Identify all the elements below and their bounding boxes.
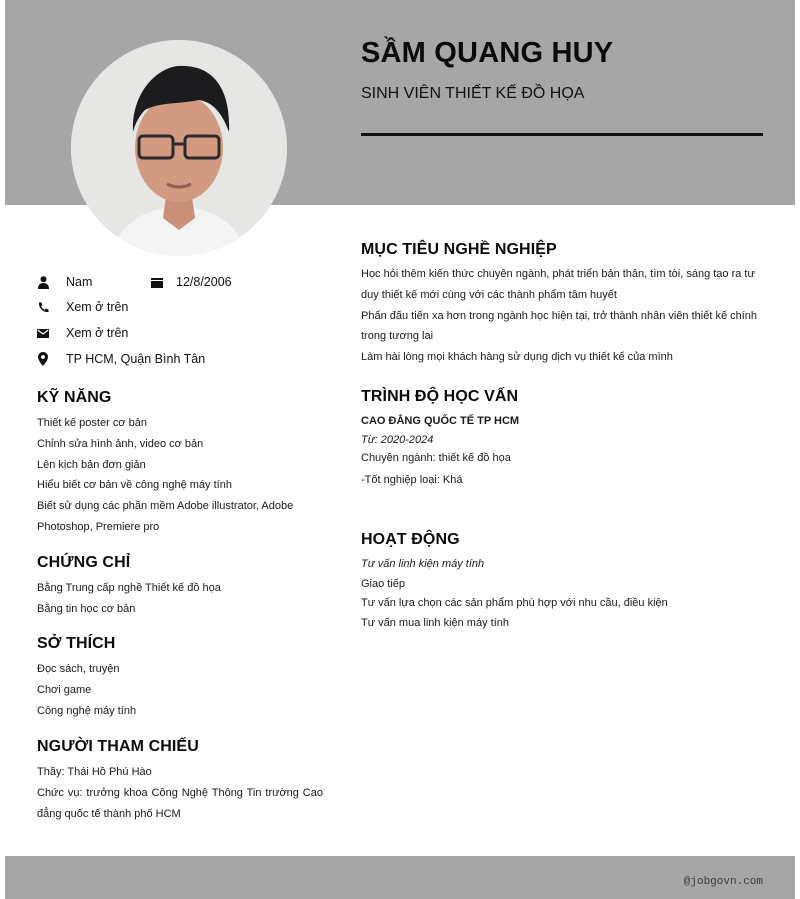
phone-row: [37, 297, 128, 317]
list-item: Chỉnh sửa hình ảnh, video cơ bản: [37, 437, 204, 450]
education-period: Từ: 2020-2024: [361, 433, 434, 446]
skills-list: [37, 413, 307, 538]
list-item: Công nghệ máy tính: [37, 704, 137, 717]
phone-icon: [37, 300, 49, 314]
list-item: Lên kịch bản đơn giản: [37, 458, 146, 471]
list-item: Tư vấn lựa chọn các sản phẩm phù hợp với nhu cầu, điều kiện: [361, 597, 668, 609]
list-item: Đọc sách, truyện: [37, 663, 120, 675]
profile-photo: [71, 40, 287, 256]
candidate-role: SINH VIÊN THIẾT KẾ ĐỒ HỌA: [361, 85, 585, 102]
references-heading: NGƯỜI THAM CHIẾU: [37, 738, 199, 755]
calendar-icon: [151, 275, 163, 289]
gender-row: [37, 272, 92, 292]
email-row: [37, 323, 128, 343]
education-heading: TRÌNH ĐỘ HỌC VẤN: [361, 388, 519, 405]
list-item: Chơi game: [37, 683, 92, 696]
list-item: Bằng tin học cơ bản: [37, 602, 136, 615]
footer-band: [5, 856, 795, 899]
address-value: TP HCM, Quận Bình Tân: [66, 352, 206, 366]
gender-value: Nam: [66, 275, 93, 289]
list-item: Giao tiếp: [361, 577, 406, 590]
list-item: Hiểu biết cơ bản về công nghệ máy tính: [37, 479, 232, 492]
references-list: [37, 762, 323, 824]
phone-value: Xem ở trên: [66, 300, 129, 314]
activity-subtitle: Tư vấn linh kiện máy tính: [361, 558, 485, 570]
objective-list: [361, 264, 765, 368]
education-details: [361, 412, 765, 489]
envelope-icon: [37, 326, 49, 340]
hobbies-list: [37, 659, 327, 721]
address-row: [37, 349, 205, 369]
list-item: Chức vụ: trưởng khoa Công Nghệ Thông Tin trường Cao đẳng quốc tế thành phố HCM: [37, 786, 323, 820]
candidate-name: SẦM QUANG HUY: [361, 37, 614, 69]
footer-watermark: @jobgovn.com: [683, 876, 763, 888]
activities-list: [361, 555, 765, 633]
list-item: Biết sử dụng các phần mềm Adobe illustrator, Adobe Photoshop, Premiere pro: [37, 500, 294, 533]
school-name: CAO ĐẲNG QUỐC TẾ TP HCM: [361, 415, 520, 427]
education-major: Chuyên ngành: thiết kế đồ họa: [361, 452, 511, 464]
list-item: Tư vấn mua linh kiện máy tính: [361, 616, 509, 629]
list-item: Làm hài lòng mọi khách hàng sử dụng dịch vụ thiết kế của mình: [361, 351, 673, 364]
activities-heading: HOẠT ĐỘNG: [361, 531, 460, 548]
hobbies-heading: SỞ THÍCH: [37, 635, 116, 652]
skills-heading: KỸ NĂNG: [37, 389, 112, 406]
birthdate-value: 12/8/2006: [176, 275, 232, 289]
birthdate-row: [151, 272, 232, 292]
certificates-heading: CHỨNG CHỈ: [37, 554, 131, 571]
list-item: Thiết kế poster cơ bản: [37, 417, 147, 429]
list-item: Bằng Trung cấp nghề Thiết kế đồ họa: [37, 582, 221, 594]
location-pin-icon: [37, 352, 49, 366]
list-item: Học hỏi thêm kiến thức chuyên ngành, phát triển bản thân, tìm tòi, sáng tạo ra tư duy thiết kế mới cùng với các thành phẩm tâm huyết: [361, 268, 755, 301]
objective-heading: MỤC TIÊU NGHỀ NGHIỆP: [361, 241, 557, 258]
person-icon: [37, 275, 49, 289]
portrait-image: [71, 40, 287, 256]
education-grade: -Tốt nghiệp loại: Khá: [361, 473, 463, 486]
list-item: Thầy: Thái Hồ Phú Hào: [37, 766, 152, 778]
certificates-list: [37, 578, 327, 620]
header-divider: [361, 133, 763, 136]
list-item: Phấn đấu tiến xa hơn trong ngành học hiện tại, trở thành nhân viên thiết kế chính trong tương lai: [361, 309, 758, 343]
email-value: Xem ở trên: [66, 326, 129, 340]
